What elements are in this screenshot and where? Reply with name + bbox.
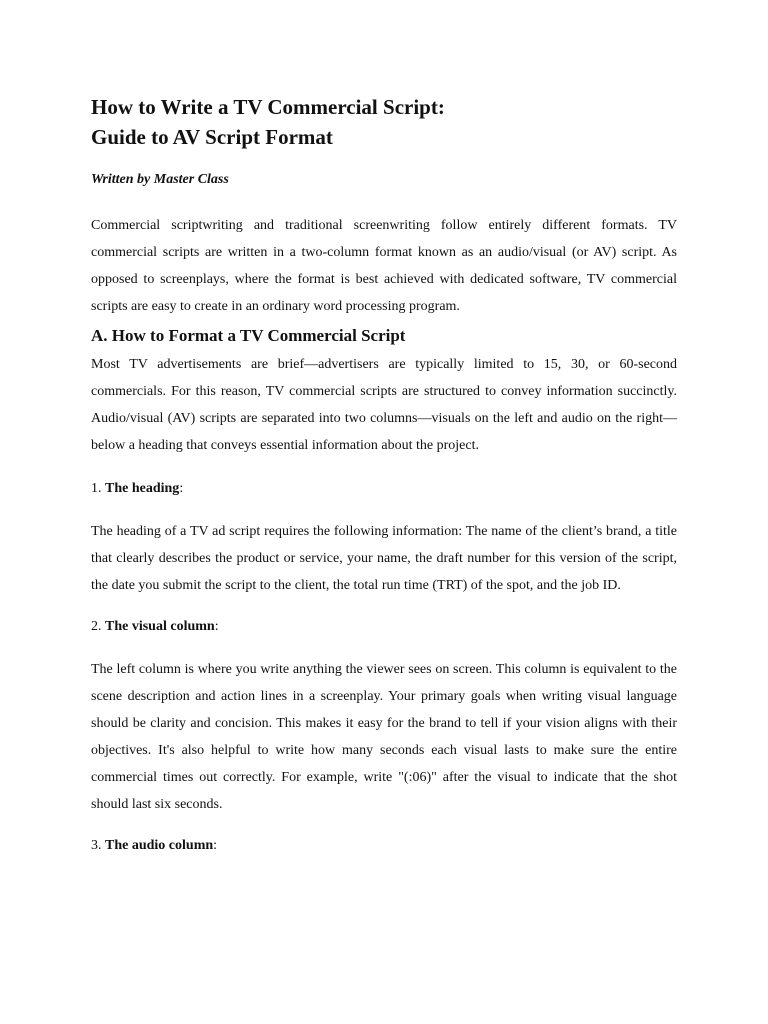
item-suffix: : <box>213 838 218 853</box>
item-suffix: : <box>214 619 219 634</box>
author-byline: Written by Master Class <box>91 172 229 187</box>
item-label: The heading <box>105 481 180 496</box>
item-heading-1 <box>91 479 677 499</box>
section-a-heading: A. How to Format a TV Commercial Script <box>91 326 406 345</box>
item-label: The visual column <box>105 619 215 634</box>
section-a-paragraph: Most TV advertisements are brief—advertisers are typically limited to 15, 30, or 60-second commercials. For this reason, TV commercial scripts are structured to convey information succinctly. Audio/visual (AV) scripts are separated into two columns—visuals on the left and audio on the right—below a heading that conveys essential information about the project. <box>91 357 677 453</box>
item-suffix: : <box>179 481 184 496</box>
item-number: 2. <box>91 619 105 634</box>
intro-paragraph: Commercial scriptwriting and traditional screenwriting follow entirely different formats. TV commercial scripts are written in a two-column format known as an audio/visual (or AV) script. As opposed to screenplays, where the format is best achieved with dedicated software, TV commercial scripts are easy to create in an ordinary word processing program. <box>91 218 677 314</box>
title-line-2: Guide to AV Script Format <box>91 125 333 149</box>
item-paragraph-1: The heading of a TV ad script requires the following information: The name of the client’s brand, a title that clearly describes the product or service, your name, the draft number for this version of the script, the date you submit the script to the client, the total run time (TRT) of the spot, and the job ID. <box>91 524 677 593</box>
item-heading-3 <box>91 836 677 856</box>
document-page <box>91 92 677 856</box>
document-title <box>91 92 677 152</box>
item-label: The audio column <box>105 838 214 853</box>
item-paragraph-2: The left column is where you write anything the viewer sees on screen. This column is equivalent to the scene description and action lines in a screenplay. Your primary goals when writing visual language should be clarity and concision. This makes it easy for the brand to tell if your vision aligns with their objectives. It's also helpful to write how many seconds each visual lasts to make sure the entire commercial times out correctly. For example, write "(:06)" after the visual to indicate that the shot should last six seconds. <box>91 662 677 812</box>
title-line-1: How to Write a TV Commercial Script: <box>91 95 445 119</box>
item-heading-2 <box>91 617 677 637</box>
item-number: 1. <box>91 481 105 496</box>
item-number: 3. <box>91 838 105 853</box>
